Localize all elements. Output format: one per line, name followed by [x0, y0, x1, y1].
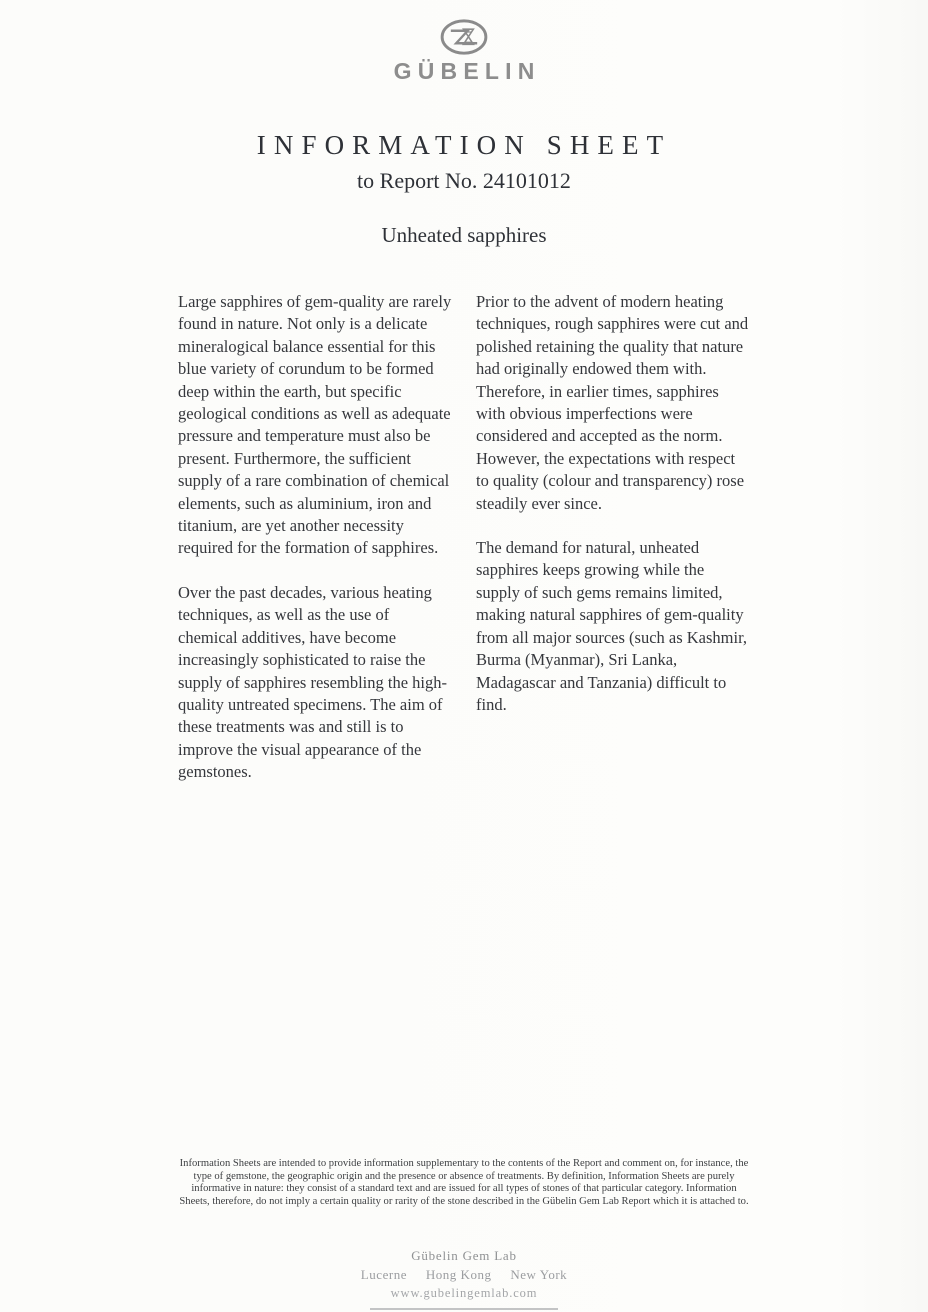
body-columns	[178, 291, 750, 806]
footer-lab-name: Gübelin Gem Lab	[411, 1248, 517, 1263]
disclaimer-text: Information Sheets are intended to provide information supplementary to the contents of the Report and comment on, for instance, the type of gemstone, the geographic origin and the presence or absence of treatments. By definition, Information Sheets are purely informative in nature: they consist of a standard text and are issued for all types of stones of that particular category. Information Sheets, therefore, do not imply a certain quality or rarity of the stone described in the Gübelin Gem Lab Report which it is attached to.	[179, 1158, 749, 1208]
page-title: INFORMATION SHEET	[256, 130, 672, 160]
footer-rule	[370, 1308, 558, 1310]
footer-cities	[0, 1267, 928, 1283]
column-left	[178, 291, 452, 806]
column-right	[476, 291, 750, 806]
footer	[0, 1248, 928, 1310]
paragraph: Over the past decades, various heating techniques, as well as the use of chemical additives, have become increasingly sophisticated to raise the supply of sapphires resembling the high-quality untreated specimens. The aim of these treatments was and still is to improve the visual appearance of the gemstones.	[178, 582, 447, 782]
paragraph: Large sapphires of gem-quality are rarely found in nature. Not only is a delicate mineralogical balance essential for this blue variety of corundum to be formed deep within the earth, but specific geological conditions as well as adequate pressure and temperature must also be present. Furthermore, the sufficient supply of a rare combination of chemical elements, such as aluminium, iron and titanium, are yet another necessity required for the formation of sapphires.	[178, 292, 452, 558]
footer-city: Lucerne	[360, 1267, 408, 1282]
report-number-line: to Report No. 24101012	[357, 168, 571, 193]
brand-wordmark: GÜBELIN	[393, 58, 541, 84]
footer-website: www.gubelingemlab.com	[390, 1286, 538, 1300]
paragraph: Prior to the advent of modern heating techniques, rough sapphires were cut and polished retaining the quality that nature had originally endowed them with. Therefore, in earlier times, sapphires with obvious imperfections were considered and accepted as the norm. However, the expectations with respect to quality (colour and transparency) rose steadily ever since.	[476, 292, 749, 513]
subject-title: Unheated sapphires	[381, 223, 547, 247]
gubelin-emblem-icon	[439, 17, 489, 57]
brand-logo	[0, 17, 928, 85]
paragraph: The demand for natural, unheated sapphires keeps growing while the supply of such gems remains limited, making natural sapphires of gem-quality from all major sources (such as Kashmir, Burma (Myanmar), Sri Lanka, Madagascar and Tanzania) difficult to find.	[476, 538, 748, 714]
footer-city: Hong Kong	[425, 1267, 492, 1282]
footer-city: New York	[510, 1267, 568, 1282]
